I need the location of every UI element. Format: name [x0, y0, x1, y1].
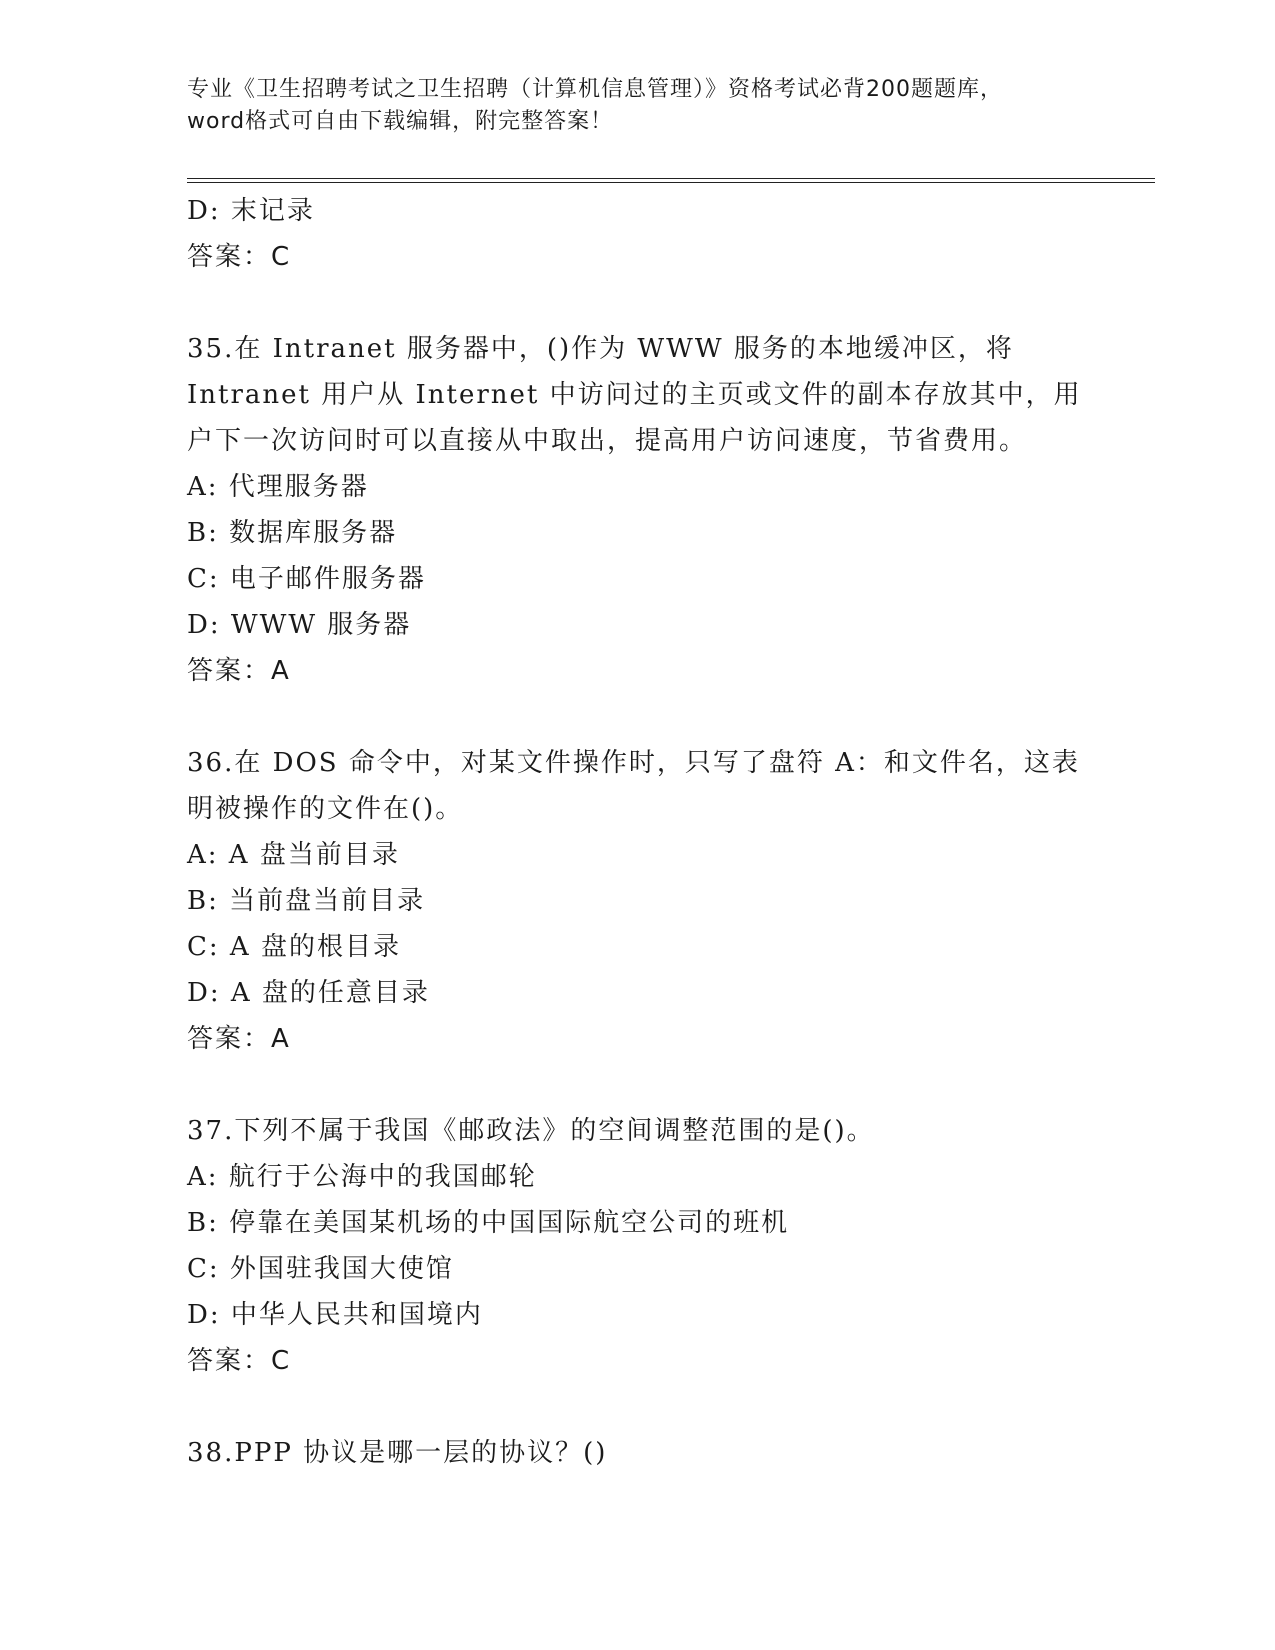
spacer [187, 1062, 1087, 1108]
header-title-line-2: word格式可自由下载编辑，附完整答案！ [187, 109, 614, 134]
option-a: A: 航行于公海中的我国邮轮 [187, 1162, 537, 1192]
answer: 答案：A [187, 1024, 291, 1054]
option-c: C: A 盘的根目录 [187, 932, 401, 962]
spacer [187, 694, 1087, 740]
question-38 [187, 1430, 1087, 1476]
answer: 答案：A [187, 656, 291, 686]
header-title-line-1: 专业《卫生招聘考试之卫生招聘（计算机信息管理）》资格考试必背200题题库， [187, 77, 1003, 102]
question-text-line: 户下一次访问时可以直接从中取出，提高用户访问速度，节省费用。 [187, 426, 1028, 456]
prev-answer: 答案：C [187, 242, 292, 272]
prev-option-d: D: 末记录 [187, 196, 315, 226]
question-35 [187, 326, 1087, 694]
option-b: B: 数据库服务器 [187, 518, 398, 548]
option-a: A: A 盘当前目录 [187, 840, 400, 870]
option-a: A: 代理服务器 [187, 472, 369, 502]
option-d: D: WWW 服务器 [187, 610, 412, 640]
question-content [187, 188, 1087, 1476]
answer: 答案：C [187, 1346, 292, 1376]
question-text-line: 36.在 DOS 命令中，对某文件操作时，只写了盘符 A：和文件名，这表 [187, 748, 1080, 778]
question-text-line: 明被操作的文件在()。 [187, 794, 464, 824]
header-divider-bottom [187, 182, 1155, 183]
document-header [187, 74, 1087, 138]
option-b: B: 停靠在美国某机场的中国国际航空公司的班机 [187, 1208, 790, 1238]
question-text-line: 38.PPP 协议是哪一层的协议？() [187, 1438, 608, 1468]
option-c: C: 电子邮件服务器 [187, 564, 426, 594]
question-text-line: 37.下列不属于我国《邮政法》的空间调整范围的是()。 [187, 1116, 875, 1146]
option-d: D: 中华人民共和国境内 [187, 1300, 483, 1330]
question-37 [187, 1108, 1087, 1384]
question-text-line: Intranet 用户从 Internet 中访问过的主页或文件的副本存放其中，用 [187, 380, 1082, 410]
option-d: D: A 盘的任意目录 [187, 978, 430, 1008]
spacer [187, 280, 1087, 326]
option-b: B: 当前盘当前目录 [187, 886, 426, 916]
spacer [187, 1384, 1087, 1430]
question-text-line: 35.在 Intranet 服务器中，()作为 WWW 服务的本地缓冲区，将 [187, 334, 1014, 364]
question-36 [187, 740, 1087, 1062]
option-c: C: 外国驻我国大使馆 [187, 1254, 454, 1284]
header-divider-top [187, 178, 1155, 179]
